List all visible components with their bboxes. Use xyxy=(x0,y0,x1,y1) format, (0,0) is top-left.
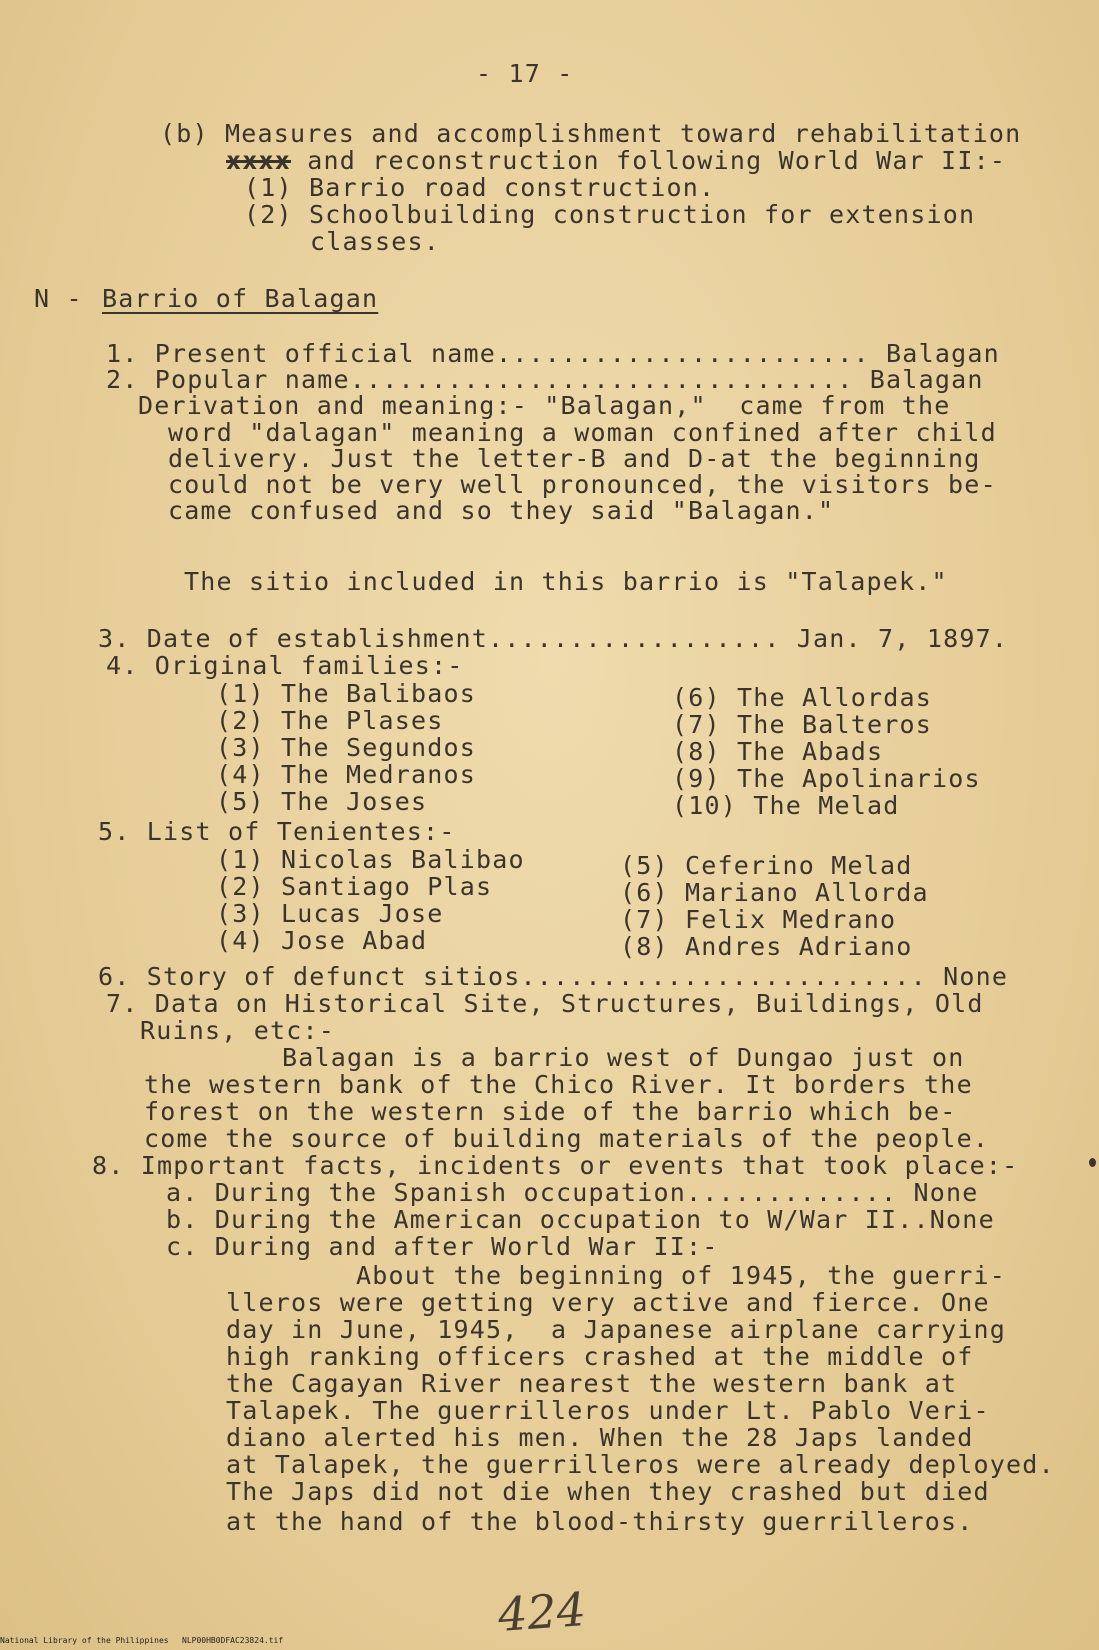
footer-library: National Library of the Philippines xyxy=(0,1636,169,1645)
handwritten-page-number: 424 xyxy=(496,1582,588,1642)
derivation-line1: Derivation and meaning:- "Balagan," came from the xyxy=(138,391,951,420)
page-number: - 17 - xyxy=(476,59,574,88)
item-5: 5. List of Tenientes:- xyxy=(98,817,456,846)
narrative-line-10: at the hand of the blood-thirsty guerrilleros. xyxy=(226,1507,974,1536)
footer-filename: NLP00HB0DFAC23824.tif xyxy=(182,1636,284,1645)
family-4: (4) The Medranos xyxy=(216,760,477,789)
item-7-para-2: the western bank of the Chico River. It borders the xyxy=(144,1070,973,1099)
section-n-prefix: N - xyxy=(34,284,83,313)
family-1: (1) The Balibaos xyxy=(216,679,477,708)
narrative-line-2: lleros were getting very active and fierce. One xyxy=(226,1288,990,1317)
family-3: (3) The Segundos xyxy=(216,733,477,762)
section-b-line1: (b) Measures and accomplishment toward rehabilitation xyxy=(160,119,1022,148)
section-b-item1: (1) Barrio road construction. xyxy=(244,173,716,202)
narrative-line-1: About the beginning of 1945, the guerri- xyxy=(356,1261,1007,1290)
struck-word: xxxx xyxy=(226,146,292,175)
derivation-line5: came confused and so they said "Balagan." xyxy=(168,496,835,525)
derivation-line4: could not be very well pronounced, the visitors be- xyxy=(168,470,997,499)
item-6: 6. Story of defunct sitios......................... None xyxy=(98,962,1009,991)
teniente-3: (3) Lucas Jose xyxy=(216,899,444,928)
narrative-line-9: The Japs did not die when they crashed but died xyxy=(226,1477,990,1506)
narrative-line-8: at Talapek, the guerrilleros were already deployed. xyxy=(226,1450,1055,1479)
narrative-line-5: the Cagayan River nearest the western bank at xyxy=(226,1369,958,1398)
family-6: (6) The Allordas xyxy=(672,683,933,712)
item-3: 3. Date of establishment.................. Jan. 7, 1897. xyxy=(98,624,1009,653)
teniente-7: (7) Felix Medrano xyxy=(620,905,897,934)
section-b-line2-text: and reconstruction following World War II:- xyxy=(307,146,1007,175)
family-2: (2) The Plases xyxy=(216,706,444,735)
family-9: (9) The Apolinarios xyxy=(672,764,981,793)
item-8c: c. During and after World War II:- xyxy=(166,1232,719,1261)
section-b-line2 xyxy=(226,147,1006,175)
narrative-line-4: high ranking officers crashed at the middle of xyxy=(226,1342,974,1371)
item-8: 8. Important facts, incidents or events that took place:- xyxy=(92,1151,1019,1180)
family-7: (7) The Balteros xyxy=(672,710,933,739)
item-2: 2. Popular name............................... Balagan xyxy=(106,365,984,394)
ink-dot xyxy=(1089,1158,1096,1167)
item-8b: b. During the American occupation to W/War II..None xyxy=(166,1205,995,1234)
teniente-6: (6) Mariano Allorda xyxy=(620,878,929,907)
narrative-line-3: day in June, 1945, a Japanese airplane carrying xyxy=(226,1315,1007,1344)
family-10: (10) The Melad xyxy=(672,791,900,820)
item-4: 4. Original families:- xyxy=(106,651,464,680)
item-7-para-3: forest on the western side of the barrio which be- xyxy=(144,1097,957,1126)
section-n-title: Barrio of Balagan xyxy=(102,284,379,313)
item-7: 7. Data on Historical Site, Structures, Buildings, Old xyxy=(106,989,984,1018)
teniente-4: (4) Jose Abad xyxy=(216,926,428,955)
family-5: (5) The Joses xyxy=(216,787,428,816)
item-7-para-4: come the source of building materials of the people. xyxy=(144,1124,990,1153)
teniente-8: (8) Andres Adriano xyxy=(620,932,913,961)
narrative-line-7: diano alerted his men. When the 28 Japs landed xyxy=(226,1423,974,1452)
teniente-1: (1) Nicolas Balibao xyxy=(216,845,525,874)
family-8: (8) The Abads xyxy=(672,737,884,766)
item-1: 1. Present official name....................... Balagan xyxy=(106,339,1000,368)
item-7-para-1: Balagan is a barrio west of Dungao just on xyxy=(282,1043,965,1072)
narrative-line-6: Talapek. The guerrilleros under Lt. Pablo Veri- xyxy=(226,1396,990,1425)
teniente-5: (5) Ceferino Melad xyxy=(620,851,913,880)
section-b-item2-cont: classes. xyxy=(310,227,441,256)
item-8a: a. During the Spanish occupation............. None xyxy=(166,1178,979,1207)
derivation-line2: word "dalagan" meaning a woman confined after child xyxy=(168,418,997,447)
item-7-cont: Ruins, etc:- xyxy=(140,1016,336,1045)
teniente-2: (2) Santiago Plas xyxy=(216,872,493,901)
section-b-item2: (2) Schoolbuilding construction for extension xyxy=(244,200,976,229)
sitio-line: The sitio included in this barrio is "Talapek." xyxy=(184,567,948,596)
derivation-line3: delivery. Just the letter-B and D-at the beginning xyxy=(168,444,981,473)
